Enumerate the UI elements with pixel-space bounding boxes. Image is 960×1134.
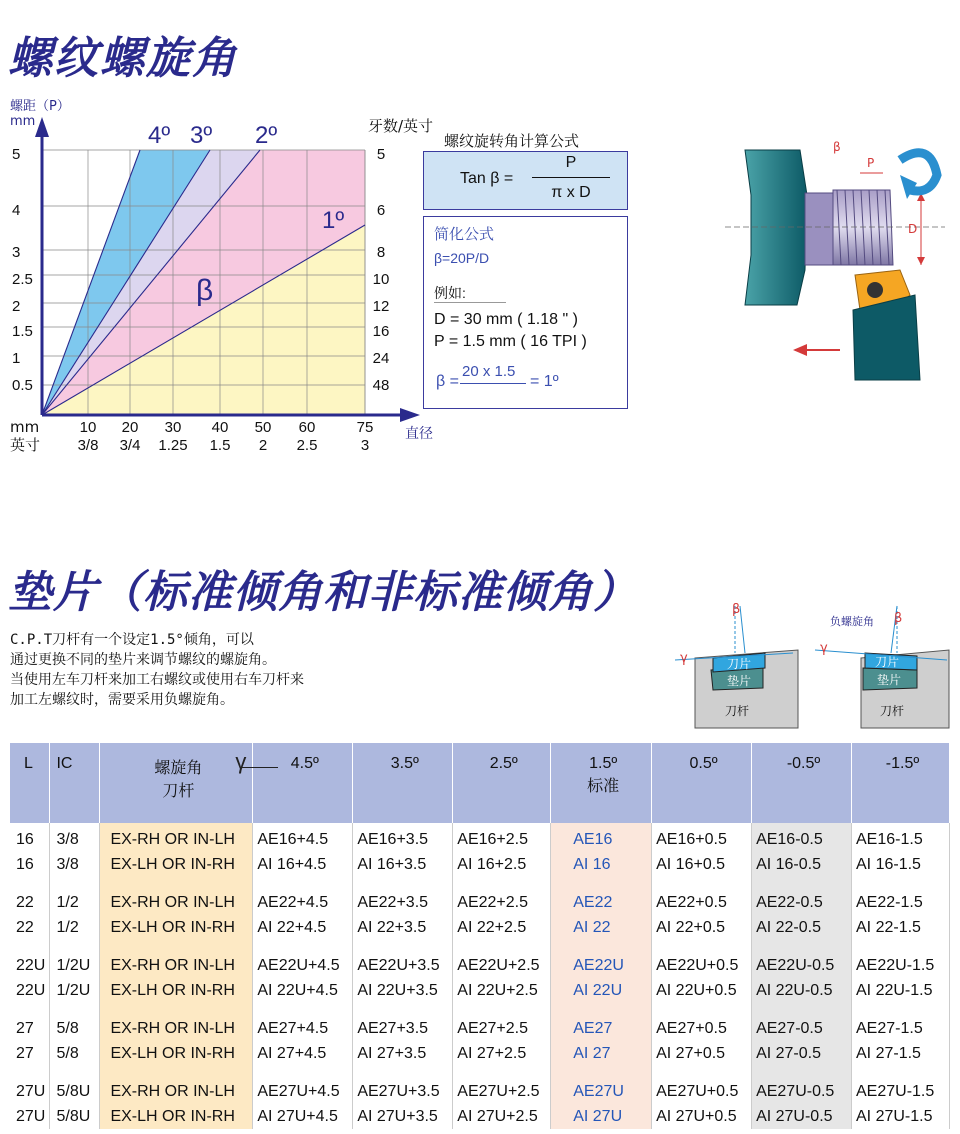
insert-label-1: 刀片 (727, 657, 752, 671)
header-4-5: 4.5º (253, 743, 353, 823)
section-title-helix-angle: 螺纹螺旋角 (8, 33, 238, 84)
example-label: 例如: (434, 285, 466, 301)
cell-0-5: AI 22+0.5 (652, 915, 752, 940)
cell-l: 16 (10, 852, 50, 877)
cell-4-5: AE22U+4.5 (253, 949, 353, 978)
cell-neg-1-5: AE16-1.5 (852, 823, 950, 852)
cell-ic: 5/8U (50, 1075, 100, 1104)
y-tick-mm: 4 (12, 202, 21, 219)
header-tool-line1: 螺旋角 (154, 760, 203, 777)
diagram-d-label: D (908, 222, 918, 236)
cell-neg-0-5: AE16-0.5 (752, 823, 852, 852)
cell-4-5: AE27U+4.5 (253, 1075, 353, 1104)
cell-3-5: AE16+3.5 (353, 823, 453, 852)
series-label-3deg: 3º (190, 122, 213, 149)
x-tick-mm: 50 (254, 419, 272, 436)
x-tick-mm: 60 (298, 419, 316, 436)
cell-l: 27U (10, 1104, 50, 1129)
row-gap (10, 1003, 950, 1012)
example-beta-num: 20 x 1.5 (462, 363, 516, 380)
x-tick-mm: 40 (211, 419, 229, 436)
cell-0-5: AI 27+0.5 (652, 1041, 752, 1066)
header-1-5-standard: 标准 (587, 778, 620, 795)
y-tick-tpi: 48 (372, 377, 390, 394)
table-row (10, 1104, 950, 1129)
cell-1-5: AI 22U (551, 978, 652, 1003)
cell-2-5: AE22U+2.5 (453, 949, 551, 978)
y-tick-mm: 3 (12, 244, 21, 261)
beta-label-1: β (732, 602, 741, 617)
formula-numerator: P (565, 154, 577, 171)
cell-neg-1-5: AE22-1.5 (852, 886, 950, 915)
header-3-5: 3.5º (353, 743, 453, 823)
cell-1-5: AE27U (551, 1075, 652, 1104)
x-tick-inch: 3 (360, 437, 370, 454)
cell-tool: EX-RH OR IN-LH (100, 1012, 253, 1041)
cell-4-5: AI 27+4.5 (253, 1041, 353, 1066)
example-p: P = 1.5 mm ( 16 TPI ) (434, 333, 587, 350)
desc-line-2: 通过更换不同的垫片来调节螺纹的螺旋角。 (10, 652, 276, 668)
example-fraction-line (460, 383, 526, 384)
header-1-5 (551, 743, 652, 823)
cell-neg-0-5: AE27-0.5 (752, 1012, 852, 1041)
header-gamma: γ (235, 749, 247, 774)
cell-ic: 3/8 (50, 823, 100, 852)
cell-1-5: AI 27U (551, 1104, 652, 1129)
y-tick-mm: 1.5 (12, 323, 33, 340)
cell-0-5: AI 16+0.5 (652, 852, 752, 877)
y-tick-tpi: 6 (376, 202, 386, 219)
cell-1-5: AE22U (551, 949, 652, 978)
cell-0-5: AE22+0.5 (652, 886, 752, 915)
y-tick-tpi: 5 (376, 146, 386, 163)
diagram-p-label: P (867, 156, 875, 170)
threading-diagram (725, 135, 950, 385)
cell-neg-0-5: AI 16-0.5 (752, 852, 852, 877)
header-neg-1-5: -1.5º (852, 743, 950, 823)
example-d: D = 30 mm ( 1.18 " ) (434, 311, 578, 328)
cell-2-5: AE27U+2.5 (453, 1075, 551, 1104)
table-row (10, 1075, 950, 1104)
formula-fraction-line (532, 177, 610, 178)
cell-l: 22U (10, 949, 50, 978)
cell-neg-0-5: AI 27U-0.5 (752, 1104, 852, 1129)
cell-ic: 5/8 (50, 1012, 100, 1041)
header-neg-0-5: -0.5º (752, 743, 852, 823)
table-row (10, 852, 950, 877)
cell-2-5: AI 16+2.5 (453, 852, 551, 877)
x-tick-inch: 2.5 (296, 437, 318, 454)
cell-ic: 5/8 (50, 1041, 100, 1066)
cell-1-5: AI 16 (551, 852, 652, 877)
x-row-mm-label: mm (10, 418, 40, 436)
table-row (10, 823, 950, 852)
cell-0-5: AE16+0.5 (652, 823, 752, 852)
cell-1-5: AE22 (551, 886, 652, 915)
cell-3-5: AE22U+3.5 (353, 949, 453, 978)
beta-label: β (196, 274, 214, 307)
header-tool-line2: 刀杆 (162, 783, 195, 800)
diagram-beta-label: β (833, 140, 841, 154)
cell-3-5: AI 27+3.5 (353, 1041, 453, 1066)
cell-4-5: AI 16+4.5 (253, 852, 353, 877)
header-1-5-value: 1.5º (589, 755, 618, 772)
cell-0-5: AE27+0.5 (652, 1012, 752, 1041)
cell-l: 22 (10, 886, 50, 915)
x-tick-mm: 10 (79, 419, 97, 436)
cell-neg-0-5: AI 22U-0.5 (752, 978, 852, 1003)
cell-4-5: AI 22+4.5 (253, 915, 353, 940)
cell-neg-0-5: AE27U-0.5 (752, 1075, 852, 1104)
cell-neg-0-5: AE22U-0.5 (752, 949, 852, 978)
cell-1-5: AE16 (551, 823, 652, 852)
table-row (10, 949, 950, 978)
cell-3-5: AE27U+3.5 (353, 1075, 453, 1104)
row-gap (10, 877, 950, 886)
left-axis-unit: mm (10, 114, 36, 129)
cell-l: 16 (10, 823, 50, 852)
y-tick-mm: 0.5 (12, 377, 33, 394)
cell-neg-1-5: AI 22-1.5 (852, 915, 950, 940)
table-header-row (10, 743, 950, 823)
cell-4-5: AI 27U+4.5 (253, 1104, 353, 1129)
cell-l: 22U (10, 978, 50, 1003)
example-underline (434, 302, 506, 303)
gamma-label-2: γ (820, 641, 828, 656)
cell-3-5: AE27+3.5 (353, 1012, 453, 1041)
cell-neg-1-5: AE22U-1.5 (852, 949, 950, 978)
shim-description (10, 630, 304, 710)
cell-neg-0-5: AE22-0.5 (752, 886, 852, 915)
series-label-1deg: 1º (322, 207, 345, 234)
left-axis-label: 螺距（P） (10, 99, 70, 114)
cell-0-5: AI 27U+0.5 (652, 1104, 752, 1129)
cell-tool: EX-RH OR IN-LH (100, 949, 253, 978)
header-l: L (10, 743, 50, 823)
cell-neg-1-5: AI 27-1.5 (852, 1041, 950, 1066)
x-tick-inch: 1.25 (158, 437, 188, 454)
shim-label-2: 垫片 (877, 673, 902, 687)
simplified-box (423, 216, 628, 409)
formula-heading: 螺纹旋转角计算公式 (444, 132, 580, 150)
y-tick-mm: 5 (12, 146, 21, 163)
shim-label-1: 垫片 (727, 674, 752, 688)
shim-diagrams (675, 598, 955, 730)
y-tick-tpi: 8 (376, 244, 386, 261)
cell-neg-1-5: AI 16-1.5 (852, 852, 950, 877)
table-row (10, 1041, 950, 1066)
simplified-heading: 简化公式 (434, 226, 495, 243)
y-tick-tpi: 24 (372, 350, 390, 367)
cell-1-5: AI 27 (551, 1041, 652, 1066)
cell-ic: 1/2 (50, 915, 100, 940)
x-tick-inch: 2 (258, 437, 268, 454)
x-tick-mm: 75 (356, 419, 374, 436)
cell-tool: EX-RH OR IN-LH (100, 1075, 253, 1104)
desc-line-4: 加工左螺纹时，需要采用负螺旋角。 (10, 692, 234, 708)
cell-ic: 1/2U (50, 949, 100, 978)
example-beta-lhs: β = (436, 373, 459, 390)
formula-denominator: π x D (551, 184, 591, 201)
cell-tool: EX-LH OR IN-RH (100, 978, 253, 1003)
cell-tool: EX-LH OR IN-RH (100, 1041, 253, 1066)
x-axis-label: 直径 (405, 426, 433, 442)
y-tick-tpi: 12 (372, 298, 390, 315)
cell-2-5: AE16+2.5 (453, 823, 551, 852)
series-label-4deg: 4º (148, 122, 171, 149)
y-tick-mm: 1 (12, 350, 21, 367)
header-2-5: 2.5º (453, 743, 551, 823)
table-row (10, 915, 950, 940)
y-tick-tpi: 10 (372, 271, 390, 288)
cell-3-5: AI 22+3.5 (353, 915, 453, 940)
cell-1-5: AI 22 (551, 915, 652, 940)
y-tick-mm: 2.5 (12, 271, 33, 288)
cell-2-5: AI 22U+2.5 (453, 978, 551, 1003)
cell-neg-0-5: AI 27-0.5 (752, 1041, 852, 1066)
table-row (10, 886, 950, 915)
cell-tool: EX-LH OR IN-RH (100, 915, 253, 940)
y-tick-mm: 2 (12, 298, 21, 315)
x-tick-inch: 3/4 (119, 437, 141, 454)
cell-ic: 3/8 (50, 852, 100, 877)
gamma-arrow-icon (240, 767, 278, 768)
chuck-icon (745, 150, 807, 305)
negative-helix-label: 负螺旋角 (830, 615, 874, 628)
series-label-2deg: 2º (255, 122, 278, 149)
y-tick-tpi: 16 (372, 323, 390, 340)
shaft-icon (805, 193, 835, 265)
cell-2-5: AI 22+2.5 (453, 915, 551, 940)
row-gap (10, 1066, 950, 1075)
cell-3-5: AE22+3.5 (353, 886, 453, 915)
header-0-5: 0.5º (652, 743, 752, 823)
header-ic: IC (50, 743, 100, 823)
cell-ic: 1/2 (50, 886, 100, 915)
cell-ic: 1/2U (50, 978, 100, 1003)
formula-box (423, 151, 628, 210)
cell-l: 27 (10, 1012, 50, 1041)
desc-line-3: 当使用左车刀杆来加工右螺纹或使用右车刀杆来 (10, 672, 304, 688)
shim-diagram-positive (675, 602, 798, 728)
cell-tool: EX-RH OR IN-LH (100, 823, 253, 852)
shim-table (10, 743, 950, 1129)
row-gap (10, 940, 950, 949)
cell-3-5: AI 22U+3.5 (353, 978, 453, 1003)
desc-line-1: C.P.T刀杆有一个设定1.5°倾角，可以 (10, 632, 254, 648)
x-tick-inch: 3/8 (77, 437, 99, 454)
toolholder-icon (853, 295, 920, 380)
gamma-label-1: γ (680, 651, 688, 666)
cell-neg-1-5: AI 27U-1.5 (852, 1104, 950, 1129)
cell-4-5: AE27+4.5 (253, 1012, 353, 1041)
cell-4-5: AI 22U+4.5 (253, 978, 353, 1003)
formula-tan-beta: Tan β = (460, 170, 514, 187)
shim-diagram-negative (815, 606, 949, 728)
cell-2-5: AE27+2.5 (453, 1012, 551, 1041)
cell-neg-1-5: AI 22U-1.5 (852, 978, 950, 1003)
cell-0-5: AI 22U+0.5 (652, 978, 752, 1003)
cell-neg-1-5: AE27U-1.5 (852, 1075, 950, 1104)
cell-neg-1-5: AE27-1.5 (852, 1012, 950, 1041)
x-tick-inch: 1.5 (209, 437, 231, 454)
section-title-shims: 垫片（标准倾角和非标准倾角） (8, 567, 638, 618)
cell-3-5: AI 27U+3.5 (353, 1104, 453, 1129)
insert-label-2: 刀片 (875, 655, 900, 669)
cell-0-5: AE27U+0.5 (652, 1075, 752, 1104)
cell-4-5: AE22+4.5 (253, 886, 353, 915)
cell-2-5: AI 27+2.5 (453, 1041, 551, 1066)
x-tick-mm: 30 (164, 419, 182, 436)
cell-tool: EX-LH OR IN-RH (100, 852, 253, 877)
cell-2-5: AE22+2.5 (453, 886, 551, 915)
table-row (10, 1012, 950, 1041)
beta-label-2: β (894, 611, 903, 626)
simplified-formula: β=20P/D (434, 250, 490, 266)
cell-l: 27 (10, 1041, 50, 1066)
cell-tool: EX-LH OR IN-RH (100, 1104, 253, 1129)
cell-1-5: AE27 (551, 1012, 652, 1041)
x-axis-arrow (400, 408, 420, 422)
holder-label-1: 刀杆 (725, 704, 750, 718)
header-tool (100, 743, 253, 823)
example-beta-rhs: = 1º (530, 373, 559, 390)
cell-2-5: AI 27U+2.5 (453, 1104, 551, 1129)
cell-tool: EX-RH OR IN-LH (100, 886, 253, 915)
cell-4-5: AE16+4.5 (253, 823, 353, 852)
cell-0-5: AE22U+0.5 (652, 949, 752, 978)
helix-angle-chart (0, 95, 440, 465)
cell-ic: 5/8U (50, 1104, 100, 1129)
cell-3-5: AI 16+3.5 (353, 852, 453, 877)
table-row (10, 978, 950, 1003)
cell-l: 27U (10, 1075, 50, 1104)
holder-label-2: 刀杆 (880, 704, 905, 718)
cell-neg-0-5: AI 22-0.5 (752, 915, 852, 940)
right-axis-label: 牙数/英寸 (368, 117, 434, 135)
y-axis-arrow (35, 117, 49, 137)
cell-l: 22 (10, 915, 50, 940)
x-row-inch-label: 英寸 (10, 436, 41, 454)
x-tick-mm: 20 (121, 419, 139, 436)
